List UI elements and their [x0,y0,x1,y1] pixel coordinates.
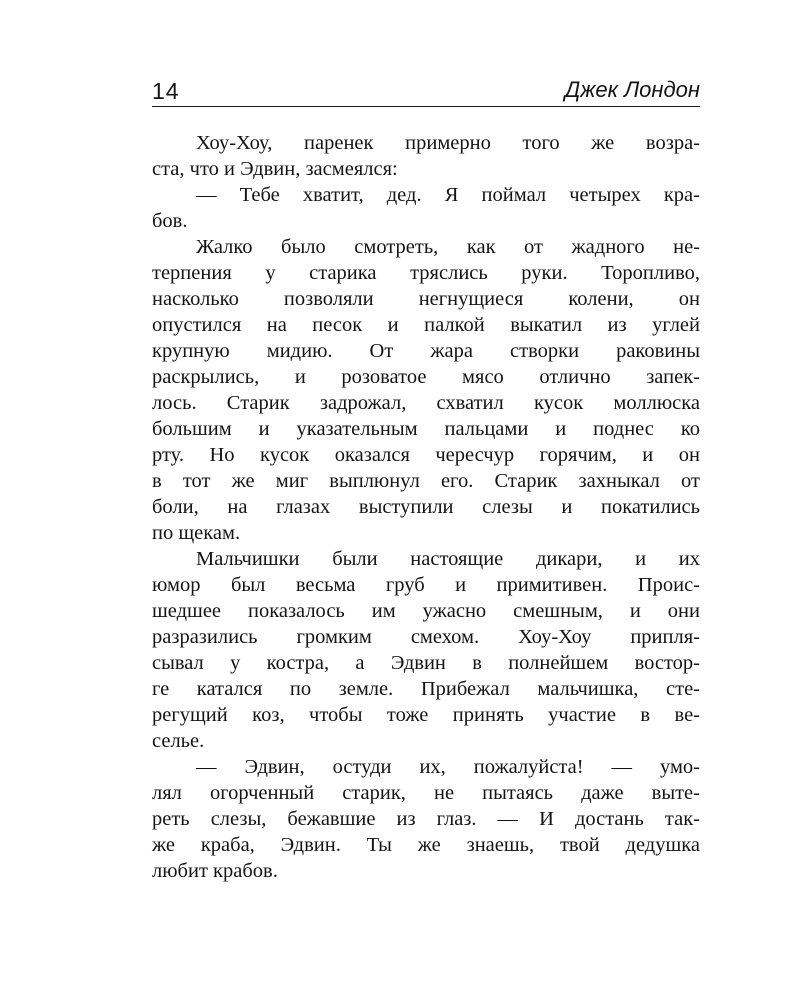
text-line: юмор был весьма груб и примитивен. Проис- [152,574,700,596]
text-line: в тот же миг выплюнул его. Старик захныкал от [152,470,700,492]
text-line: регущий коз, чтобы тоже принять участие в ве- [152,704,700,726]
text-line: большим и указательным пальцами и поднес ко [152,418,700,440]
text-line: бов. [152,210,188,232]
text-line: лось. Старик задрожал, схватил кусок моллюска [152,392,700,414]
text-line: терпения у старика тряслись руки. Торопливо, [152,262,700,284]
text-line: — Эдвин, остуди их, пожалуйста! — умо- [196,756,700,778]
book-page [152,76,700,882]
running-header [152,76,700,107]
text-line: реть слезы, бежавшие из глаз. — И достань так- [152,808,700,830]
text-line: Хоу-Хоу, паренек примерно того же возра- [196,132,700,154]
text-line: раскрылись, и розоватое мясо отлично запек- [152,366,700,388]
text-line: любит крабов. [152,860,278,882]
body-text [152,130,700,884]
text-line: же краба, Эдвин. Ты же знаешь, твой дедушка [152,834,700,856]
text-line: селье. [152,730,205,752]
text-line: — Тебе хватит, дед. Я поймал четырех кра- [196,184,700,206]
text-line: опустился на песок и палкой выкатил из углей [152,314,700,336]
text-line: крупную мидию. От жара створки раковины [152,340,700,362]
text-line: насколько позволяли негнущиеся колени, он [152,288,700,310]
text-line: лял огорченный старик, не пытаясь даже выте- [152,782,700,804]
page-number: 14 [152,78,180,104]
text-line: Жалко было смотреть, как от жадного не- [196,236,700,258]
text-line: по щекам. [152,522,241,544]
text-line: ге катался по земле. Прибежал мальчишка, сте- [152,678,700,700]
running-title-author: Джек Лондон [564,77,700,102]
text-line: ста, что и Эдвин, засмеялся: [152,158,398,180]
text-line: сывал у костра, а Эдвин в полнейшем востор- [152,652,700,674]
text-line: шедшее показалось им ужасно смешным, и они [152,600,700,622]
text-line: разразились громким смехом. Хоу-Хоу припля- [152,626,700,648]
text-line: боли, на глазах выступили слезы и покатились [152,496,700,518]
text-line: Мальчишки были настоящие дикари, и их [196,548,700,570]
text-line: рту. Но кусок оказался чересчур горячим, и он [152,444,700,466]
